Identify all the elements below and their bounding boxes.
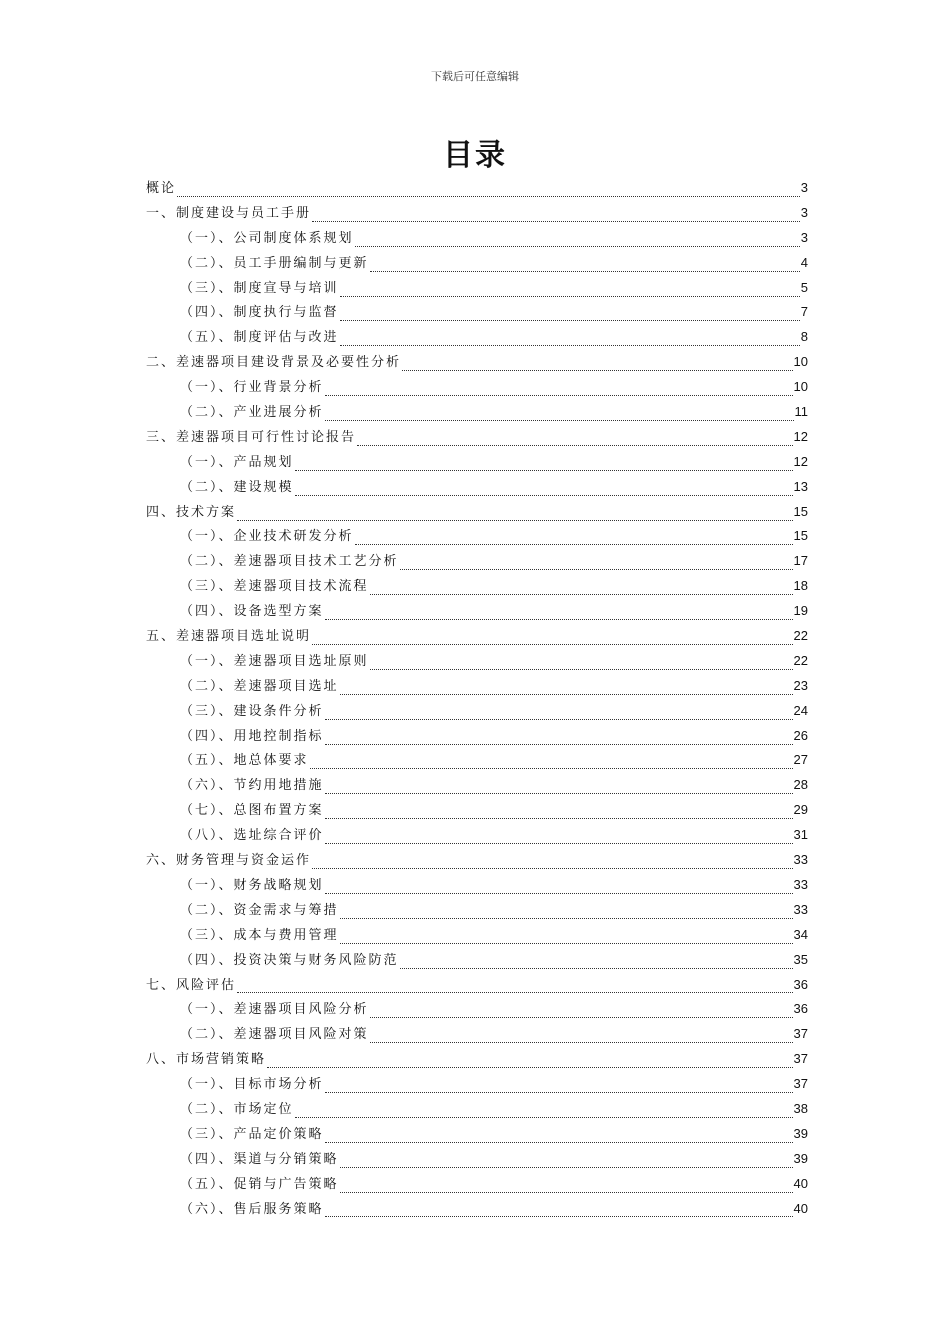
toc-subsection-entry[interactable] xyxy=(146,549,808,574)
toc-page-number: 17 xyxy=(793,553,808,569)
toc-subsection-entry[interactable] xyxy=(146,898,808,923)
toc-page-number: 15 xyxy=(793,528,808,544)
toc-entry-label: （五）、促销与广告策略 xyxy=(180,1176,339,1192)
toc-entry-label: （六）、节约用地措施 xyxy=(180,778,324,794)
toc-leader-dots xyxy=(325,835,793,844)
toc-page-number: 35 xyxy=(793,951,808,967)
toc-leader-dots xyxy=(400,960,793,969)
toc-entry-label: 五、差速器项目选址说明 xyxy=(146,629,312,645)
toc-page-number: 15 xyxy=(793,503,808,519)
toc-page-number: 4 xyxy=(800,254,808,270)
toc-entry-label: （四）、设备选型方案 xyxy=(180,604,324,620)
toc-page-number: 36 xyxy=(793,1001,808,1017)
toc-subsection-entry[interactable] xyxy=(146,873,808,898)
toc-subsection-entry[interactable] xyxy=(146,1147,808,1172)
toc-subsection-entry[interactable] xyxy=(146,475,808,500)
toc-entry-label: （六）、售后服务策略 xyxy=(180,1201,324,1217)
toc-leader-dots xyxy=(295,1109,793,1118)
toc-leader-dots xyxy=(295,462,793,471)
toc-leader-dots xyxy=(340,312,800,321)
toc-leader-dots xyxy=(177,188,800,197)
toc-page-number: 31 xyxy=(793,827,808,843)
toc-page-number: 22 xyxy=(793,652,808,668)
toc-leader-dots xyxy=(267,1059,793,1068)
toc-entry-label: （一）、公司制度体系规划 xyxy=(180,230,354,246)
toc-leader-dots xyxy=(325,1208,793,1217)
toc-entry-label: （一）、产品规划 xyxy=(180,454,294,470)
toc-leader-dots xyxy=(312,636,793,645)
toc-subsection-entry[interactable] xyxy=(146,649,808,674)
toc-leader-dots xyxy=(355,536,793,545)
toc-entry-label: （二）、差速器项目风险对策 xyxy=(180,1027,369,1043)
toc-entry-label: 四、技术方案 xyxy=(146,504,237,520)
toc-entry-label: （一）、财务战略规划 xyxy=(180,877,324,893)
toc-page-number: 22 xyxy=(793,628,808,644)
toc-subsection-entry[interactable] xyxy=(146,276,808,301)
toc-entry-label: （三）、建设条件分析 xyxy=(180,703,324,719)
toc-subsection-entry[interactable] xyxy=(146,375,808,400)
toc-entry-label: （三）、成本与费用管理 xyxy=(180,927,339,943)
toc-entry-label: （一）、行业背景分析 xyxy=(180,380,324,396)
toc-entry-label: （八）、选址综合评价 xyxy=(180,828,324,844)
toc-page-number: 37 xyxy=(793,1026,808,1042)
toc-page-number: 12 xyxy=(793,428,808,444)
toc-leader-dots xyxy=(340,910,793,919)
toc-section-entry[interactable] xyxy=(146,350,808,375)
toc-page-number: 33 xyxy=(793,901,808,917)
toc-page-number: 10 xyxy=(793,354,808,370)
toc-subsection-entry[interactable] xyxy=(146,1022,808,1047)
toc-subsection-entry[interactable] xyxy=(146,823,808,848)
toc-entry-label: （三）、制度宣导与培训 xyxy=(180,280,339,296)
toc-subsection-entry[interactable] xyxy=(146,1197,808,1222)
toc-page-number: 28 xyxy=(793,777,808,793)
toc-leader-dots xyxy=(370,586,793,595)
toc-entry-label: （一）、企业技术研发分析 xyxy=(180,529,354,545)
toc-page-number: 26 xyxy=(793,727,808,743)
toc-leader-dots xyxy=(340,686,793,695)
toc-entry-label: （二）、建设规模 xyxy=(180,479,294,495)
toc-leader-dots xyxy=(357,437,793,446)
toc-entry-label: 六、财务管理与资金运作 xyxy=(146,853,312,869)
toc-leader-dots xyxy=(310,760,793,769)
toc-page-number: 40 xyxy=(793,1175,808,1191)
toc-leader-dots xyxy=(340,935,793,944)
toc-entry-label: （四）、渠道与分销策略 xyxy=(180,1151,339,1167)
toc-entry-label: （二）、差速器项目选址 xyxy=(180,678,339,694)
toc-subsection-entry[interactable] xyxy=(146,923,808,948)
toc-entry-label: （三）、产品定价策略 xyxy=(180,1126,324,1142)
toc-leader-dots xyxy=(237,512,793,521)
toc-page-number: 39 xyxy=(793,1150,808,1166)
toc-page-number: 33 xyxy=(793,852,808,868)
toc-leader-dots xyxy=(325,810,793,819)
toc-entry-label: 八、市场营销策略 xyxy=(146,1052,267,1068)
table-of-contents xyxy=(146,176,808,1221)
toc-subsection-entry[interactable] xyxy=(146,300,808,325)
toc-subsection-entry[interactable] xyxy=(146,997,808,1022)
toc-entry-label: （四）、制度执行与监督 xyxy=(180,305,339,321)
toc-leader-dots xyxy=(312,213,800,222)
toc-entry-label: （一）、目标市场分析 xyxy=(180,1077,324,1093)
toc-page-number: 23 xyxy=(793,677,808,693)
toc-section-entry[interactable] xyxy=(146,973,808,998)
toc-leader-dots xyxy=(325,387,793,396)
toc-subsection-entry[interactable] xyxy=(146,1072,808,1097)
toc-entry-label: （二）、资金需求与筹措 xyxy=(180,902,339,918)
toc-page-number: 12 xyxy=(793,453,808,469)
toc-page-number: 10 xyxy=(793,379,808,395)
toc-leader-dots xyxy=(370,263,800,272)
toc-leader-dots xyxy=(340,1159,793,1168)
toc-subsection-entry[interactable] xyxy=(146,1122,808,1147)
toc-leader-dots xyxy=(325,611,793,620)
toc-section-entry[interactable] xyxy=(146,425,808,450)
toc-entry-label: （一）、差速器项目选址原则 xyxy=(180,653,369,669)
toc-leader-dots xyxy=(370,1034,793,1043)
toc-leader-dots xyxy=(340,337,800,346)
toc-page-number: 37 xyxy=(793,1051,808,1067)
toc-leader-dots xyxy=(325,1084,793,1093)
toc-section-entry[interactable] xyxy=(146,848,808,873)
toc-leader-dots xyxy=(402,362,793,371)
page-title: 目录 xyxy=(443,138,507,173)
toc-page-number: 24 xyxy=(793,702,808,718)
toc-page-number: 8 xyxy=(800,329,808,345)
toc-subsection-entry[interactable] xyxy=(146,574,808,599)
toc-leader-dots xyxy=(340,288,800,297)
toc-section-entry[interactable] xyxy=(146,176,808,201)
toc-subsection-entry[interactable] xyxy=(146,251,808,276)
toc-leader-dots xyxy=(325,885,793,894)
toc-page-number: 33 xyxy=(793,876,808,892)
toc-subsection-entry[interactable] xyxy=(146,1097,808,1122)
toc-subsection-entry[interactable] xyxy=(146,748,808,773)
toc-entry-label: 一、制度建设与员工手册 xyxy=(146,205,312,221)
toc-leader-dots xyxy=(237,984,793,993)
toc-page-number: 7 xyxy=(800,304,808,320)
toc-page-number: 37 xyxy=(793,1076,808,1092)
toc-page-number: 36 xyxy=(793,976,808,992)
toc-subsection-entry[interactable] xyxy=(146,450,808,475)
toc-section-entry[interactable] xyxy=(146,1047,808,1072)
toc-page-number: 3 xyxy=(800,229,808,245)
toc-entry-label: （二）、产业进展分析 xyxy=(180,405,324,421)
toc-entry-label: 二、差速器项目建设背景及必要性分析 xyxy=(146,355,402,371)
toc-leader-dots xyxy=(312,860,793,869)
toc-section-entry[interactable] xyxy=(146,500,808,525)
toc-page-number: 34 xyxy=(793,926,808,942)
toc-leader-dots xyxy=(325,785,793,794)
toc-page-number: 11 xyxy=(794,404,808,420)
toc-page-number: 27 xyxy=(793,752,808,768)
toc-leader-dots xyxy=(325,736,793,745)
toc-subsection-entry[interactable] xyxy=(146,599,808,624)
toc-entry-label: （二）、市场定位 xyxy=(180,1101,294,1117)
toc-subsection-entry[interactable] xyxy=(146,400,808,425)
toc-subsection-entry[interactable] xyxy=(146,524,808,549)
toc-subsection-entry[interactable] xyxy=(146,773,808,798)
toc-subsection-entry[interactable] xyxy=(146,325,808,350)
toc-subsection-entry[interactable] xyxy=(146,1172,808,1197)
toc-page-number: 5 xyxy=(800,279,808,295)
toc-entry-label: （五）、地总体要求 xyxy=(180,753,309,769)
toc-entry-label: （七）、总图布置方案 xyxy=(180,803,324,819)
toc-page-number: 40 xyxy=(793,1200,808,1216)
toc-entry-label: （二）、差速器项目技术工艺分析 xyxy=(180,554,399,570)
toc-entry-label: （一）、差速器项目风险分析 xyxy=(180,1002,369,1018)
toc-section-entry[interactable] xyxy=(146,201,808,226)
toc-entry-label: 概论 xyxy=(146,181,177,196)
toc-entry-label: 七、风险评估 xyxy=(146,977,237,993)
toc-subsection-entry[interactable] xyxy=(146,948,808,973)
toc-entry-label: 三、差速器项目可行性讨论报告 xyxy=(146,429,357,445)
toc-page-number: 3 xyxy=(800,180,808,195)
toc-subsection-entry[interactable] xyxy=(146,674,808,699)
toc-page-number: 38 xyxy=(793,1100,808,1116)
toc-entry-label: （三）、差速器项目技术流程 xyxy=(180,579,369,595)
toc-entry-label: （四）、投资决策与财务风险防范 xyxy=(180,952,399,968)
toc-page-number: 3 xyxy=(800,204,808,220)
toc-page-number: 13 xyxy=(793,478,808,494)
toc-page-number: 39 xyxy=(793,1125,808,1141)
toc-leader-dots xyxy=(340,1184,793,1193)
toc-leader-dots xyxy=(400,561,793,570)
toc-subsection-entry[interactable] xyxy=(146,699,808,724)
toc-leader-dots xyxy=(325,1134,793,1143)
toc-page-number: 29 xyxy=(793,802,808,818)
toc-leader-dots xyxy=(355,238,800,247)
toc-entry-label: （二）、员工手册编制与更新 xyxy=(180,255,369,271)
toc-entry-label: （五）、制度评估与改进 xyxy=(180,330,339,346)
toc-section-entry[interactable] xyxy=(146,624,808,649)
toc-leader-dots xyxy=(325,711,793,720)
toc-subsection-entry[interactable] xyxy=(146,226,808,251)
page-header: 下载后可任意编辑 xyxy=(431,70,519,83)
toc-leader-dots xyxy=(370,661,793,670)
toc-subsection-entry[interactable] xyxy=(146,798,808,823)
toc-leader-dots xyxy=(370,1009,793,1018)
toc-page-number: 18 xyxy=(793,578,808,594)
toc-page-number: 19 xyxy=(793,603,808,619)
toc-leader-dots xyxy=(325,412,794,421)
toc-leader-dots xyxy=(295,487,793,496)
toc-subsection-entry[interactable] xyxy=(146,724,808,749)
toc-entry-label: （四）、用地控制指标 xyxy=(180,728,324,744)
